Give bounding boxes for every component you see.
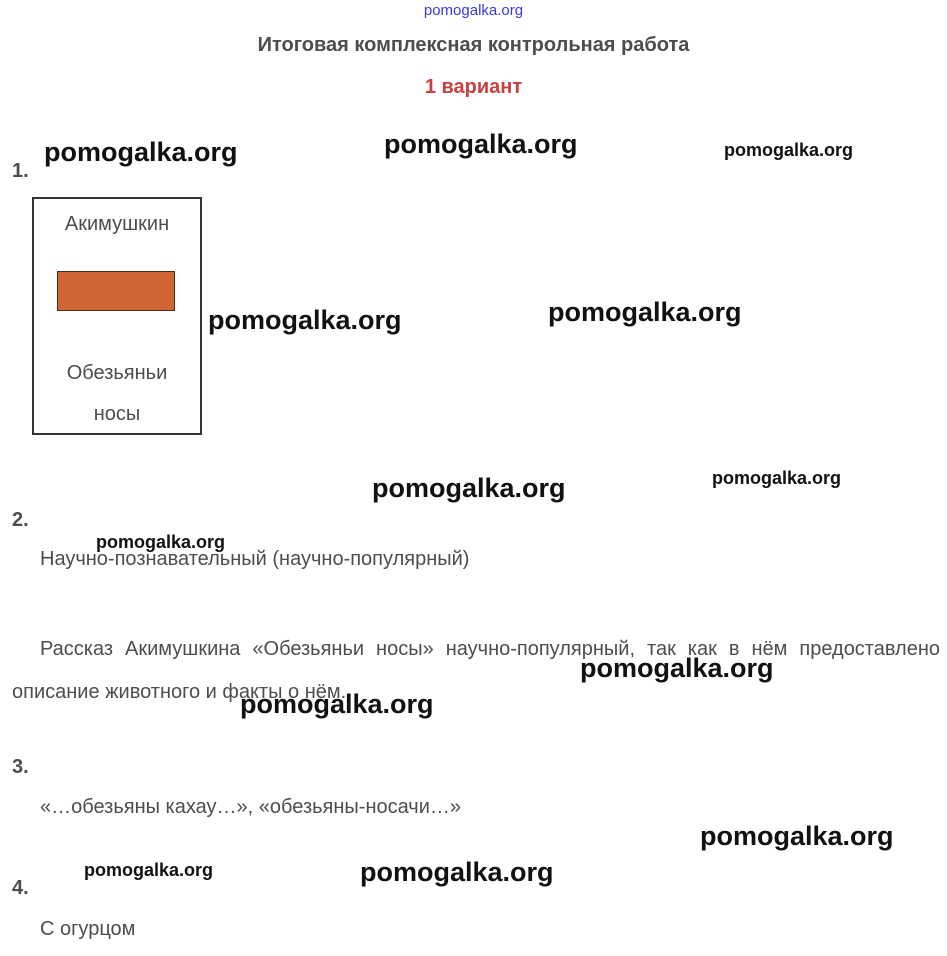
watermark: pomogalka.org (580, 653, 774, 683)
watermark: pomogalka.org (548, 297, 742, 327)
question-4-answer: С огурцом (40, 918, 136, 940)
book-cover-bar (57, 271, 175, 311)
variant-label: 1 вариант (424, 76, 523, 98)
watermark: pomogalka.org (724, 140, 854, 160)
watermark: pomogalka.org (700, 821, 894, 851)
watermark: pomogalka.org (96, 532, 226, 552)
question-1-number: 1. (12, 160, 29, 182)
book-cover-title (34, 353, 200, 435)
page-title: Итоговая комплексная контрольная работа (257, 34, 690, 56)
watermark: pomogalka.org (208, 305, 402, 335)
question-2-explanation-text: Рассказ Акимушкина «Обезьяньи носы» научно-популярный, так как в нём предоставлено описание животного и факты о нём. (12, 638, 940, 703)
watermark: pomogalka.org (384, 129, 578, 159)
question-2-answer: Научно-познавательный (научно-популярный) (40, 548, 470, 570)
question-3-number: 3. (12, 756, 29, 778)
watermark: pomogalka.org (712, 468, 842, 488)
book-cover-author: Акимушкин (64, 213, 170, 235)
watermark: pomogalka.org (240, 689, 434, 719)
book-cover-title-line-1: Обезьяньи (66, 362, 168, 384)
watermark: pomogalka.org (372, 473, 566, 503)
site-watermark-top: pomogalka.org (423, 2, 524, 19)
question-2-explanation (12, 628, 940, 714)
watermark: pomogalka.org (44, 137, 238, 167)
question-3-answer: «…обезьяны кахау…», «обезьяны-носачи…» (40, 796, 462, 818)
watermark: pomogalka.org (360, 857, 554, 887)
watermark: pomogalka.org (84, 860, 214, 880)
question-2-number: 2. (12, 509, 29, 531)
question-4-number: 4. (12, 877, 29, 899)
book-cover (32, 197, 202, 435)
book-cover-title-line-2: носы (93, 403, 141, 425)
